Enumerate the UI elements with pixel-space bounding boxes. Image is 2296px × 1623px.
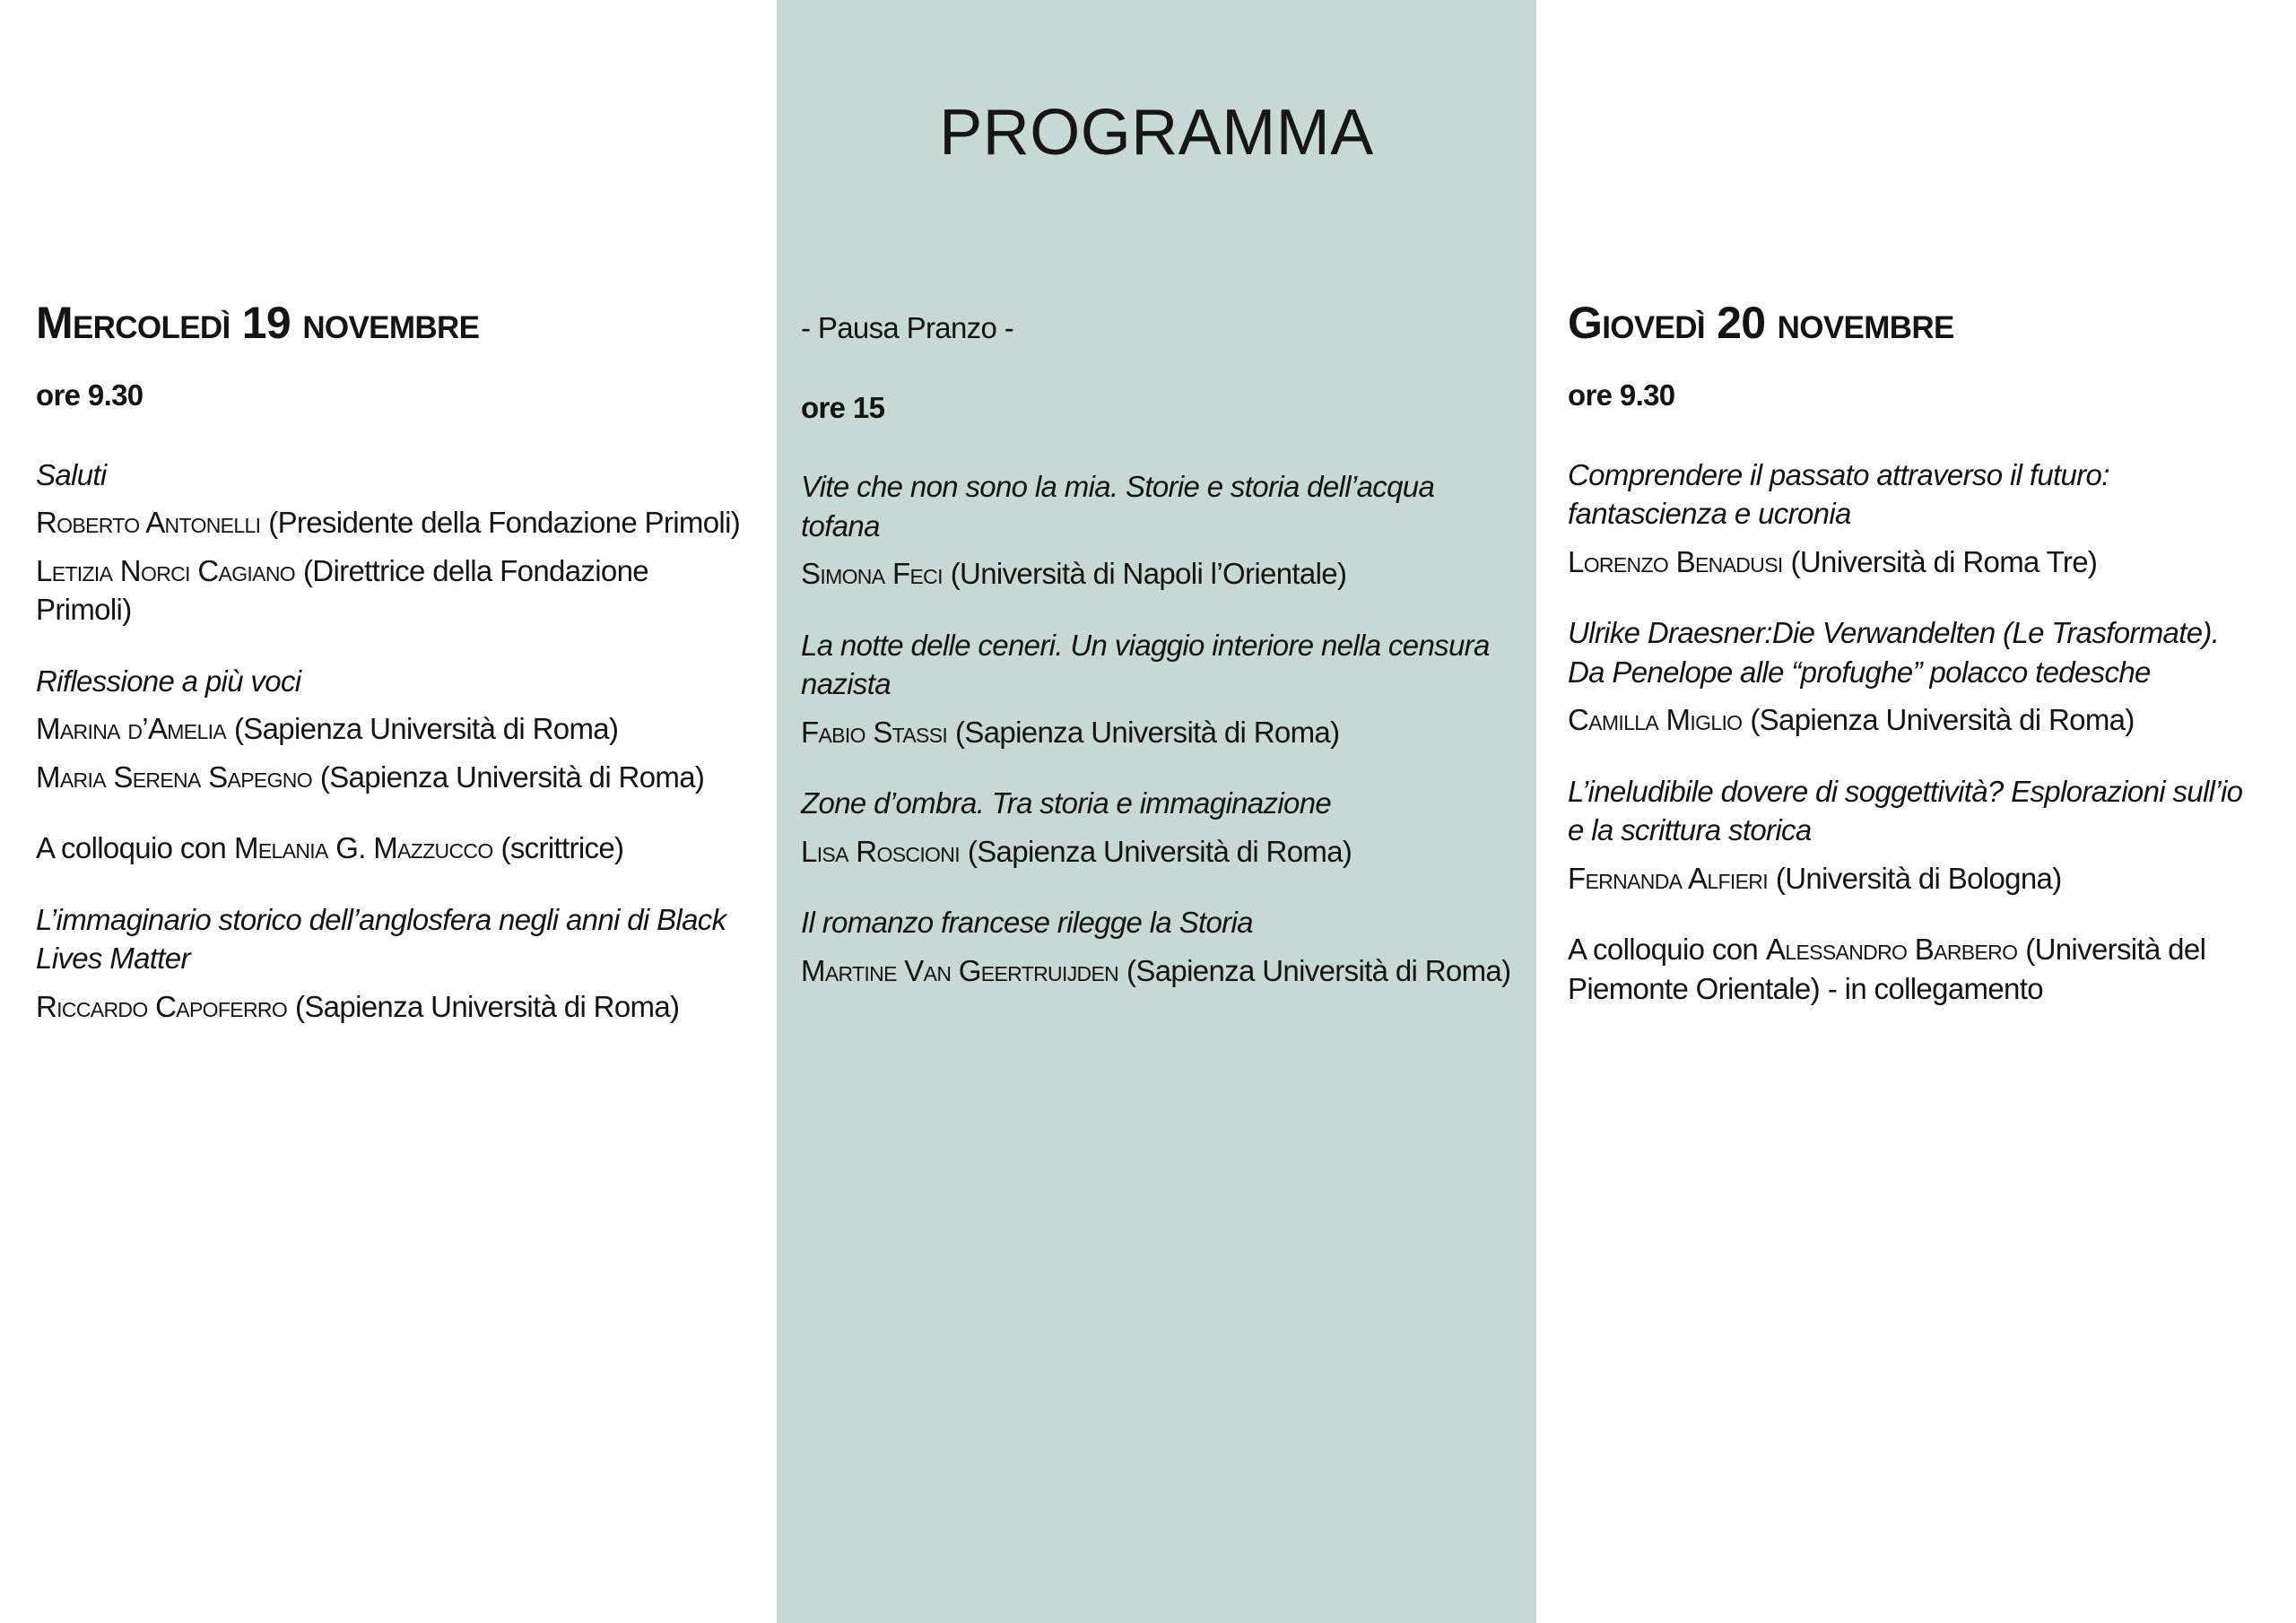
speaker-line [36, 709, 744, 749]
session-block-riflessione [36, 662, 744, 797]
speaker-name: Roberto Antonelli [36, 506, 261, 539]
session-title: Il romanzo francese rilegge la Storia [801, 906, 1253, 939]
speaker-name: Alessandro Barbero [1766, 933, 2018, 966]
speaker-affiliation: (Presidente della Fondazione Primoli) [268, 506, 741, 539]
session-title: L’ineludibile dovere di soggettività? Esplorazioni sull’io e la scrittura storica [1568, 774, 2243, 846]
speaker-name: Letizia Norci Cagiano [36, 553, 296, 587]
speaker-affiliation: (Università di Roma Tre) [1790, 544, 2098, 578]
colloquio-suffix: - in collegamento [1827, 971, 2043, 1005]
speaker-affiliation: (Sapienza Università di Roma) [1750, 703, 2135, 736]
session-block-notte-ceneri [801, 626, 1518, 752]
page-title: PROGRAMMA [939, 97, 1374, 169]
session-title: Riflessione a più voci [36, 664, 301, 698]
day2-heading: Giovedì 20 novembre [1568, 298, 1954, 348]
day2-time-label: ore 9.30 [1568, 378, 1675, 412]
session-title: La notte delle ceneri. Un viaggio interiore nella censura nazista [801, 628, 1490, 700]
session-title: Comprendere il passato attraverso il futuro: fantascienza e ucronia [1568, 457, 2109, 530]
day-column-wednesday [36, 298, 744, 1058]
speaker-line [36, 551, 744, 629]
session-title: Zone d’ombra. Tra storia e immaginazione [801, 786, 1332, 820]
speaker-affiliation: (Sapienza Università di Roma) [967, 834, 1352, 868]
colloquio-block-mazzucco [36, 829, 744, 868]
speaker-line [1568, 700, 2258, 740]
speaker-line [36, 987, 744, 1027]
session-title: Saluti [36, 457, 107, 491]
day1-time-label: ore 9.30 [36, 378, 144, 412]
speaker-name: Simona Feci [801, 557, 943, 590]
speaker-affiliation: (Sapienza Università di Roma) [319, 759, 705, 794]
speaker-affiliation: (Sapienza Università di Roma) [295, 989, 680, 1023]
session-block-zone-ombra [801, 784, 1518, 871]
session-block-fantascienza [1568, 456, 2258, 582]
session-block-soggettivita [1568, 772, 2258, 898]
speaker-affiliation: (Università del Piemonte Orientale) [1568, 933, 2206, 1005]
speaker-name: Martine Van Geertruijden [801, 953, 1119, 987]
speaker-name: Fernanda Alfieri [1568, 861, 1768, 895]
speaker-line [801, 713, 1518, 752]
speaker-line [801, 554, 1518, 594]
colloquio-line [1568, 930, 2258, 1008]
session-title: L’immaginario storico dell’anglosfera negli anni di Black Lives Matter [36, 902, 726, 975]
speaker-name: Lisa Roscioni [801, 834, 960, 868]
speaker-affiliation: (scrittrice) [500, 831, 624, 864]
speaker-line [36, 758, 744, 797]
speaker-name: Fabio Stassi [801, 715, 948, 749]
speaker-affiliation: (Sapienza Università di Roma) [233, 712, 619, 745]
speaker-name: Riccardo Capoferro [36, 989, 288, 1023]
session-title: Ulrike Draesner:Die Verwandelten (Le Trasformate). Da Penelope alle “profughe” polacco tedesche [1568, 616, 2220, 689]
speaker-affiliation: (Sapienza Università di Roma) [955, 715, 1340, 749]
afternoon-time-label: ore 15 [801, 390, 885, 424]
session-block-saluti [36, 456, 744, 629]
day1-heading: Mercoledì 19 novembre [36, 298, 480, 348]
speaker-line [801, 951, 1518, 991]
colloquio-line [36, 829, 744, 868]
speaker-line [1568, 542, 2258, 582]
speaker-name: Melania G. Mazzucco [234, 831, 493, 864]
speaker-line [801, 832, 1518, 872]
speaker-affiliation: (Direttrice della Fondazione Primoli) [36, 553, 648, 626]
session-title: Vite che non sono la mia. Storie e storia dell’acqua tofana [801, 470, 1435, 542]
speaker-name: Camilla Miglio [1568, 703, 1743, 736]
speaker-affiliation: (Università di Napoli l’Orientale) [950, 557, 1347, 590]
session-block-draesner [1568, 613, 2258, 740]
day-column-thursday [1568, 298, 2258, 1040]
speaker-line [1568, 859, 2258, 898]
speaker-name: Maria Serena Sapegno [36, 759, 312, 794]
speaker-affiliation: (Sapienza Università di Roma) [1126, 953, 1511, 987]
colloquio-block-barbero [1568, 930, 2258, 1008]
speaker-line [36, 503, 744, 542]
colloquio-prefix: A colloquio con [36, 831, 227, 864]
session-block-romanzo-francese [801, 903, 1518, 990]
speaker-name: Lorenzo Benadusi [1568, 544, 1783, 578]
speaker-name: Marina d’Amelia [36, 712, 227, 745]
session-block-anglosfera [36, 900, 744, 1027]
session-block-acqua-tofana [801, 467, 1518, 594]
speaker-affiliation: (Università di Bologna) [1775, 861, 2062, 895]
colloquio-prefix: A colloquio con [1568, 933, 1759, 966]
lunch-break-label: - Pausa Pranzo - [801, 311, 1014, 344]
afternoon-column [801, 308, 1518, 1022]
